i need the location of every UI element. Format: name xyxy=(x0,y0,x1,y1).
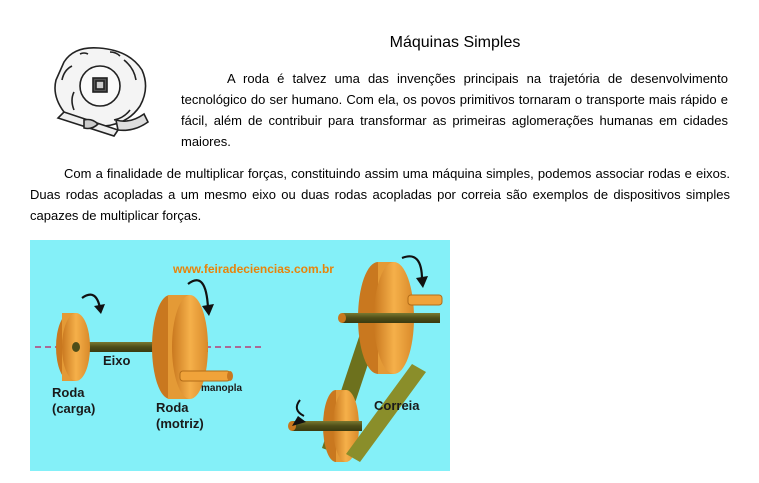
stone-wheel-illustration xyxy=(44,40,154,140)
belt-drive xyxy=(288,262,442,462)
intro-paragraph: A roda é talvez uma das invenções principais na trajetória de desenvolvimento tecnológico do ser humano. Com ela, os povos primitivos tornaram o transporte mais rápido e fácil, além de contribuir para transformar as primeiras aglomerações humanas em cidades maiores. xyxy=(181,71,728,149)
rotation-arrow-icon xyxy=(297,400,304,416)
belt-label: Correia xyxy=(374,398,420,413)
drive-wheel-sublabel: (motriz) xyxy=(156,416,204,431)
body-paragraph: Com a finalidade de multiplicar forças, constituindo assim uma máquina simples, podemos associar rodas e eixos. Duas rodas acopladas a um mesmo eixo ou duas rodas acopladas por correia são exemplos de dispositivos simples capazes de multiplicar forças. xyxy=(30,166,730,223)
crank-label: manopla xyxy=(201,383,243,394)
load-wheel-sublabel: (carga) xyxy=(52,401,96,416)
axle-label: Eixo xyxy=(103,353,131,368)
website-label: www.feiradeciencias.com.br xyxy=(173,262,334,276)
page-title: Máquinas Simples xyxy=(389,34,521,51)
arrowhead-icon xyxy=(416,276,428,288)
drive-wheel-label: Roda xyxy=(156,400,189,415)
crank-handle xyxy=(180,371,233,381)
stone-wheel-icon xyxy=(55,48,148,136)
wheels-and-axles-figure xyxy=(30,240,450,471)
drive-wheel xyxy=(152,295,208,399)
load-wheel xyxy=(56,313,90,381)
arrowhead-icon xyxy=(94,304,105,314)
load-wheel-label: Roda xyxy=(52,385,85,400)
